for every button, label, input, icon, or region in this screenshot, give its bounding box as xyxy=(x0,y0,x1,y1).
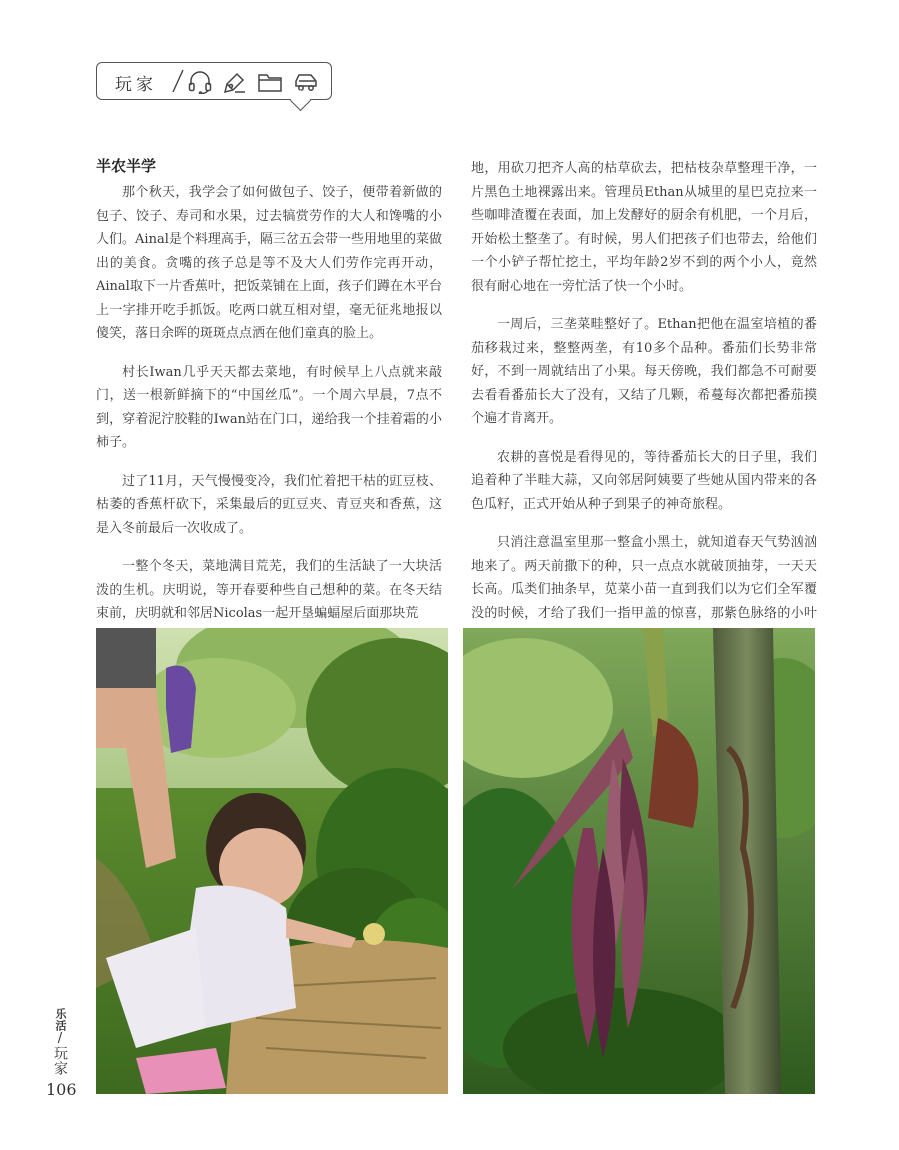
section-header-tab xyxy=(96,62,332,100)
section-label: 玩家 xyxy=(115,75,157,95)
folio-slash: / xyxy=(57,1031,63,1046)
photo-child-in-garden xyxy=(96,628,448,1094)
article-column-right xyxy=(471,157,817,664)
folder-icon xyxy=(257,70,283,94)
photo-banana-flower xyxy=(463,628,815,1094)
pen-icon xyxy=(221,70,247,94)
folio-section-name: 玩家 xyxy=(52,1046,68,1076)
article-column-left xyxy=(96,155,442,641)
page-number: 106 xyxy=(46,1080,77,1099)
paragraph: 过了11月，天气慢慢变冷，我们忙着把干枯的豇豆枝、枯萎的香蕉杆砍下，采集最后的豇豆夹、青豆夹和香蕉，这是入冬前最后一次收成了。 xyxy=(96,473,442,536)
divider-slash-icon xyxy=(171,67,185,95)
paragraph: 只消注意温室里那一整盒小黑土，就知道春天气势汹汹地来了。两天前撒下的种，只一点点水就破顶抽芽，一天天长高。瓜类们抽条早，苋菜小苗一直到我们以为它们全军覆没的时候，才给了我们一指甲盖的惊喜，那紫色脉络的小叶 xyxy=(471,535,817,621)
paragraph: 一整个冬天，菜地满目荒芜，我们的生活缺了一大块活泼的生机。庆明说，等开春要种些自己想种的菜。在冬天结束前，庆明就和邻居Nicolas一起开垦蝙蝠屋后面那块荒 xyxy=(96,559,442,621)
paragraph: 地，用砍刀把齐人高的枯草砍去，把枯枝杂草整理干净，一片黑色土地裸露出来。管理员Ethan从城里的星巴克拉来一些咖啡渣覆在表面，加上发酵好的厨余有机肥，一个月后，开始松土整垄了。有时候，男人们把孩子们也带去，给他们一个小铲子帮忙挖土，平均年龄2岁不到的两个小人，竟然很有耐心地在一旁忙活了快一个小时。 xyxy=(471,161,817,294)
paragraph: 一周后，三垄菜畦整好了。Ethan把他在温室培植的番茄移栽过来，整整两垄，有10多个品种。番茄们长势非常好，不到一周就结出了小果。每天傍晚，我们都急不可耐要去看看番茄长大了没有，又结了几颗，希蔓每次都把番茄摸个遍才肯离开。 xyxy=(471,317,817,426)
paragraph: 村长Iwan几乎天天都去菜地，有时候早上八点就来敲门，送一根新鲜摘下的“中国丝瓜”。一个周六早晨，7点不到，穿着泥泞胶鞋的Iwan站在门口，递给我一个挂着霜的小柿子。 xyxy=(96,364,442,450)
article-title: 半农半学 xyxy=(96,157,157,175)
paragraph: 农耕的喜悦是看得见的，等待番茄长大的日子里，我们追着种了半畦大蒜，又向邻居阿姨要了些她从国内带来的各色瓜籽，正式开始从种子到果子的神奇旅程。 xyxy=(471,449,817,512)
page-folio xyxy=(46,1008,77,1099)
folio-magazine-name: 乐活 xyxy=(54,1008,67,1032)
headphones-icon xyxy=(187,70,213,94)
car-icon xyxy=(293,70,319,94)
paragraph: 那个秋天，我学会了如何做包子、饺子，便带着新做的包子、饺子、寿司和水果，过去犒赏劳作的大人和馋嘴的小人们。Ainal是个料理高手，隔三岔五会带一些用地里的菜做出的美食。贪嘴的孩子总是等不及大人们劳作完再开动，Ainal取下一片香蕉叶，把饭菜铺在上面，孩子们蹲在木平台上一字排开吃手抓饭。吃两口就互相对望，毫无征兆地报以傻笑，落日余晖的斑斑点点洒在他们童真的脸上。 xyxy=(96,185,442,341)
